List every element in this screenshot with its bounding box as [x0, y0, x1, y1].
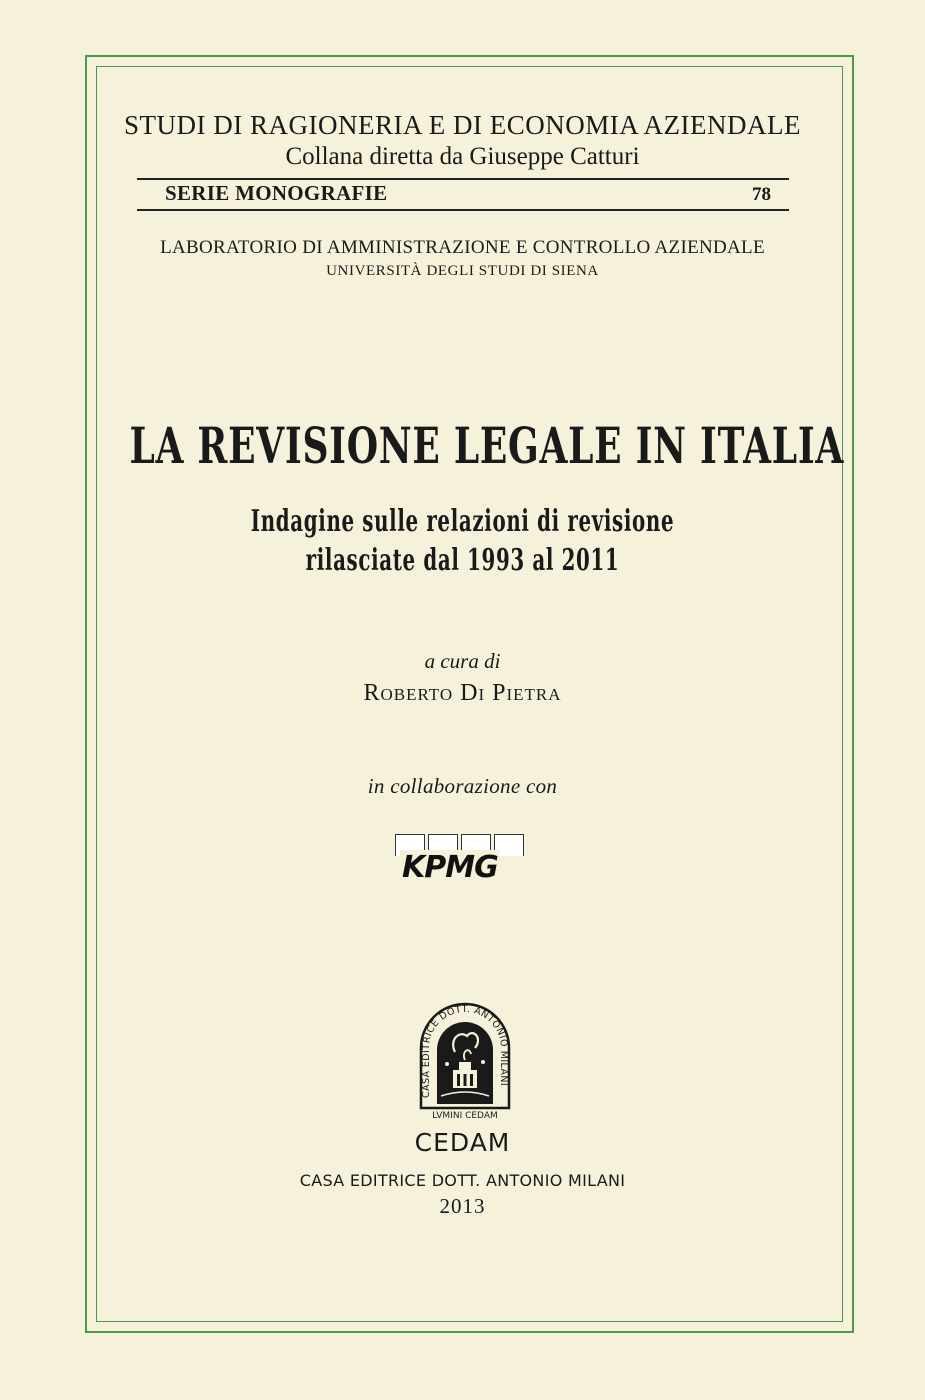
series-editor: Collana diretta da Giuseppe Catturi: [285, 143, 640, 170]
book-subtitle-line1: Indagine sulle relazioni di revisione: [250, 504, 675, 539]
editor-name: Roberto Di Pietra: [363, 680, 562, 706]
editor-prefix: a cura di: [424, 649, 501, 673]
subseries-label: SERIE MONOGRAFIE: [165, 181, 388, 205]
series-number: 78: [752, 184, 771, 205]
series-rule-bottom: [137, 209, 789, 211]
publication-year: 2013: [439, 1194, 486, 1218]
book-subtitle-line2: rilasciate dal 1993 al 2011: [305, 543, 620, 578]
kpmg-logo-text: KPMG: [402, 850, 498, 885]
book-title: LA REVISIONE LEGALE IN ITALIA: [129, 416, 845, 475]
publisher-brand: CEDAM: [414, 1128, 511, 1157]
laboratory-name: LABORATORIO DI AMMINISTRAZIONE E CONTROLLO AZIENDALE: [160, 237, 765, 258]
cedam-seal-icon: [415, 1000, 515, 1130]
collaboration-label: in collaborazione con: [367, 774, 558, 798]
series-title: STUDI DI RAGIONERIA E DI ECONOMIA AZIENDALE: [124, 110, 801, 140]
publisher-name: CASA EDITRICE DOTT. ANTONIO MILANI: [299, 1171, 626, 1190]
kpmg-logo-icon: [395, 834, 525, 892]
series-rule-top: [137, 178, 789, 180]
svg-text:CASA EDITRICE DOTT. ANTONIO MI: CASA EDITRICE DOTT. ANTONIO MILANI: [420, 1003, 510, 1098]
university-name: UNIVERSITÀ DEGLI STUDI DI SIENA: [326, 263, 599, 279]
svg-text:LVMINI CEDAM: LVMINI CEDAM: [432, 1111, 498, 1121]
